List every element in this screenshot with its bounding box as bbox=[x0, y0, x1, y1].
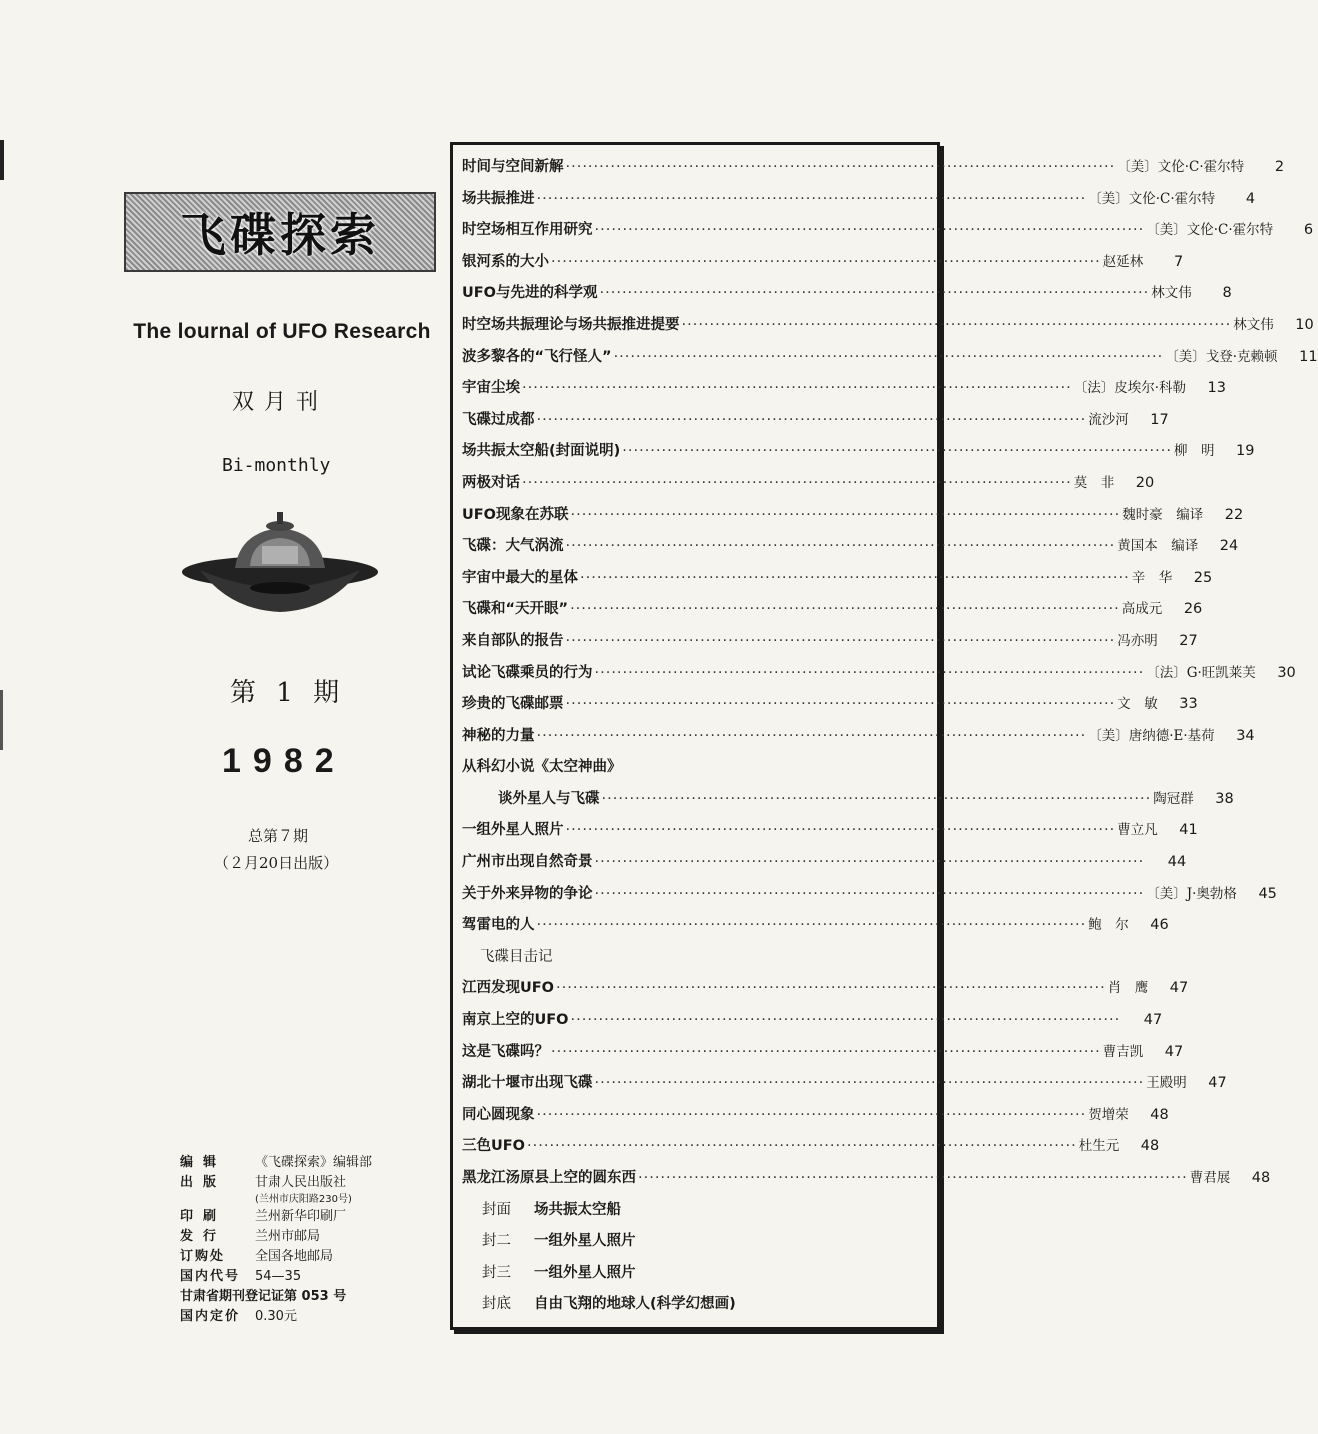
toc-entry-page: 48 bbox=[1140, 1138, 1160, 1155]
toc-entry-title: 宇宙尘埃 bbox=[462, 380, 520, 397]
cover-credit-title: 一组外星人照片 bbox=[534, 1233, 636, 1250]
toc-entry bbox=[462, 184, 1256, 216]
toc-entry bbox=[462, 910, 1169, 942]
toc-entry-author: 〔法〕皮埃尔·科勒 bbox=[1073, 380, 1186, 397]
toc-entry-title: UFO现象在苏联 bbox=[462, 506, 569, 523]
colophon-value: 兰州市邮局 bbox=[255, 1229, 321, 1244]
toc-entry bbox=[462, 405, 1169, 437]
toc-entry-page: 48 bbox=[1150, 1106, 1169, 1123]
toc-entry-author: 曹君展 bbox=[1189, 1170, 1231, 1186]
toc-entry-page: 27 bbox=[1179, 632, 1198, 649]
toc-entry-page: 19 bbox=[1236, 443, 1255, 460]
toc-entry-page: 46 bbox=[1150, 917, 1169, 934]
toc-entry bbox=[462, 1163, 1271, 1195]
toc-entry-title: 时空场相互作用研究 bbox=[462, 222, 593, 239]
leader-dots: ·································································································· bbox=[570, 601, 1120, 618]
toc-entry-page: 47 bbox=[1208, 1075, 1227, 1092]
leader-dots: ·································································································· bbox=[556, 980, 1106, 997]
colophon-row bbox=[180, 1307, 440, 1327]
toc-entry-author: 曹立凡 bbox=[1117, 822, 1158, 839]
toc-entry-page: 10 bbox=[1295, 316, 1314, 333]
toc-entry bbox=[462, 815, 1198, 847]
colophon-address: (兰州市庆阳路230号) bbox=[255, 1194, 352, 1205]
leader-dots: ·································································································· bbox=[601, 790, 1152, 807]
leader-dots: ·································································································· bbox=[681, 316, 1232, 333]
toc-entry-title: 三色UFO bbox=[462, 1138, 526, 1155]
toc-entry-title: 飞碟和“天开眼” bbox=[462, 601, 569, 618]
leader-dots: ·································································································· bbox=[536, 1106, 1087, 1123]
toc-entry bbox=[462, 310, 1314, 342]
toc-entry-title: 场共振太空船(封面说明) bbox=[462, 443, 621, 460]
toc-entry bbox=[462, 247, 1184, 279]
toc-entry-title: 神秘的力量 bbox=[462, 727, 535, 744]
toc-entry-page: 47 bbox=[1164, 1043, 1184, 1060]
toc-entry-page: 2 bbox=[1274, 159, 1285, 175]
masthead bbox=[124, 192, 436, 272]
ufo-illustration-icon bbox=[180, 510, 380, 620]
toc-entry-title: 时空场共振理论与场共振推进提要 bbox=[462, 316, 680, 333]
toc-entry-title: 一组外星人照片 bbox=[462, 822, 564, 839]
toc-entry-title: 时间与空间新解 bbox=[462, 159, 564, 175]
colophon-row bbox=[180, 1267, 440, 1287]
toc-entry-author: 鲍 尔 bbox=[1088, 917, 1129, 934]
toc-entry-title: 江西发现UFO bbox=[462, 980, 555, 997]
toc-entry-author: 林文伟 bbox=[1151, 285, 1192, 302]
colophon-row bbox=[180, 1153, 440, 1173]
toc-entry-page: 7 bbox=[1173, 253, 1184, 270]
toc-entry bbox=[462, 468, 1155, 500]
toc-entry bbox=[462, 1037, 1184, 1069]
total-issue: 总第７期 bbox=[248, 827, 309, 845]
cover-credit-label: 封面 bbox=[482, 1201, 511, 1218]
cover-credit bbox=[462, 1195, 932, 1227]
toc-entry-page: 47 bbox=[1143, 1012, 1163, 1029]
toc-entry-author: 流沙河 bbox=[1088, 411, 1129, 428]
colophon-value: 54—35 bbox=[255, 1269, 302, 1284]
colophon-key: 发行 bbox=[180, 1229, 227, 1244]
leader-dots: ·································································································· bbox=[522, 380, 1072, 397]
leader-dots: ·································································································· bbox=[565, 159, 1116, 175]
leader-dots: ·································································································· bbox=[594, 222, 1145, 239]
binding-mark bbox=[0, 140, 4, 180]
toc-entry bbox=[462, 973, 1189, 1005]
toc-entry bbox=[462, 500, 1244, 532]
toc-entry-page: 44 bbox=[1167, 854, 1187, 871]
toc-entry-author: 〔美〕J·奥勃格 bbox=[1146, 885, 1237, 902]
toc-entry-page: 24 bbox=[1219, 538, 1239, 555]
toc-entry-author: 〔美〕唐纳德·E·基荷 bbox=[1088, 727, 1215, 744]
toc-entry-author: 〔法〕G·旺凯莱芙 bbox=[1146, 664, 1256, 681]
colophon bbox=[180, 1153, 440, 1327]
binding-mark bbox=[0, 690, 3, 750]
toc-entry-page: 11 bbox=[1299, 348, 1318, 365]
toc-entry-title: 两极对话 bbox=[462, 474, 520, 491]
toc-entry-page: 20 bbox=[1135, 474, 1155, 491]
cover-credit bbox=[462, 1258, 932, 1290]
cover-credit-title: 场共振太空船 bbox=[534, 1201, 621, 1218]
colophon-row bbox=[180, 1173, 440, 1193]
leader-dots: ·································································································· bbox=[551, 1043, 1101, 1060]
publish-date: （２月20日出版） bbox=[214, 854, 339, 872]
toc-entry-author: 莫 非 bbox=[1073, 474, 1115, 491]
colophon-value: 全国各地邮局 bbox=[255, 1249, 334, 1264]
toc-entry bbox=[462, 847, 1187, 879]
colophon-key: 国内定价 bbox=[180, 1309, 241, 1324]
frequency-cn: 双月刊 bbox=[232, 390, 329, 415]
toc-entry-page: 17 bbox=[1150, 411, 1169, 428]
toc-entry-title: 试论飞碟乘员的行为 bbox=[462, 664, 593, 681]
cover-credit bbox=[462, 1226, 932, 1258]
toc-entry-title: 关于外来异物的争论 bbox=[462, 885, 593, 902]
toc-entry-author: 陶冠群 bbox=[1153, 790, 1194, 807]
toc-entry-title: 飞碟过成都 bbox=[462, 411, 535, 428]
leader-dots: ·································································································· bbox=[551, 253, 1101, 270]
toc-entry-author: 杜生元 bbox=[1078, 1138, 1120, 1155]
toc-entry-page: 41 bbox=[1179, 822, 1198, 839]
cover-credit bbox=[462, 1289, 932, 1321]
toc-entry bbox=[462, 1131, 1160, 1163]
toc-entry bbox=[462, 594, 1203, 626]
toc-entry-author: 柳 明 bbox=[1173, 443, 1215, 460]
toc-entry-title: 黑龙江汤原县上空的圆东西 bbox=[462, 1170, 636, 1186]
toc-entry-author: 〔美〕戈登·克赖顿 bbox=[1165, 348, 1278, 365]
toc-entry-page: 47 bbox=[1169, 980, 1189, 997]
toc-entry-title: UFO与先进的科学观 bbox=[462, 285, 598, 302]
toc-entry-author: 文 敏 bbox=[1117, 696, 1158, 713]
toc-section-heading: 从科幻小说《太空神曲》 bbox=[462, 759, 622, 776]
toc-entry bbox=[462, 342, 1318, 374]
toc-entry-page: 8 bbox=[1222, 285, 1232, 302]
cover-credit-title: 自由飞翔的地球人(科学幻想画) bbox=[534, 1296, 736, 1313]
toc-entry bbox=[462, 278, 1232, 310]
toc-entry-author: 〔美〕文伦·C·霍尔特 bbox=[1146, 222, 1274, 239]
leader-dots: ·································································································· bbox=[565, 538, 1116, 555]
leader-dots: ·································································································· bbox=[594, 664, 1145, 681]
cover-credit-title: 一组外星人照片 bbox=[534, 1264, 636, 1281]
colophon-value: 《飞碟探索》编辑部 bbox=[255, 1155, 373, 1170]
toc-entry-page: 4 bbox=[1245, 190, 1256, 207]
leader-dots: ·································································································· bbox=[536, 411, 1087, 428]
leader-dots: ·································································································· bbox=[594, 1075, 1145, 1092]
leader-dots: ·································································································· bbox=[594, 885, 1145, 902]
toc-entry-title: 珍贵的飞碟邮票 bbox=[462, 696, 564, 713]
toc-entry-page: 25 bbox=[1193, 569, 1213, 586]
toc-entry-author: 赵延林 bbox=[1102, 253, 1144, 270]
toc-entry-page: 30 bbox=[1277, 664, 1296, 681]
cover-credit-label: 封底 bbox=[482, 1296, 511, 1313]
toc-entry-page: 22 bbox=[1224, 506, 1244, 523]
colophon-value: 甘肃人民出版社 bbox=[255, 1175, 347, 1190]
toc-entry-author: 魏时豪 编译 bbox=[1122, 506, 1204, 523]
toc-entry bbox=[462, 689, 1198, 721]
toc-entry bbox=[462, 879, 1277, 911]
toc-entry-author: 冯亦明 bbox=[1117, 632, 1158, 649]
leader-dots: ·································································································· bbox=[522, 474, 1072, 491]
cover-credit-label: 封二 bbox=[482, 1233, 511, 1250]
toc-entry-title: 湖北十堰市出现飞碟 bbox=[462, 1075, 593, 1092]
issue-year: 1982 bbox=[222, 742, 346, 780]
colophon-row bbox=[180, 1207, 440, 1227]
colophon-row bbox=[180, 1227, 440, 1247]
toc-entry bbox=[462, 152, 1285, 184]
toc-entry-title: 飞碟：大气涡流 bbox=[462, 538, 564, 555]
toc-entry-page: 38 bbox=[1215, 790, 1234, 807]
table-of-contents bbox=[462, 152, 1318, 1321]
toc-entry-author: 林文伟 bbox=[1233, 316, 1274, 333]
toc-entry-title: 南京上空的UFO bbox=[462, 1012, 569, 1029]
colophon-registration: 甘肃省期刊登记证第 053 号 bbox=[180, 1289, 347, 1304]
leader-dots: ·································································································· bbox=[536, 727, 1087, 744]
toc-entry bbox=[462, 784, 1234, 816]
cn-title: 飞碟探索 bbox=[180, 208, 380, 262]
leader-dots: ·································································································· bbox=[599, 285, 1150, 302]
toc-entry-author: 王殿明 bbox=[1146, 1075, 1187, 1092]
toc-entry-author: 肖 鹰 bbox=[1107, 980, 1149, 997]
toc-entry-page: 13 bbox=[1207, 380, 1226, 397]
colophon-value: 兰州新华印刷厂 bbox=[255, 1209, 347, 1224]
toc-entry-page: 48 bbox=[1251, 1170, 1271, 1186]
leader-dots: ·································································································· bbox=[570, 506, 1121, 523]
toc-entry-title: 驾雷电的人 bbox=[462, 917, 535, 934]
en-title: The lournal of UFO Research bbox=[133, 320, 431, 343]
colophon-key: 印刷 bbox=[180, 1209, 227, 1224]
toc-entry-title: 场共振推进 bbox=[462, 190, 535, 207]
leader-dots: ·································································································· bbox=[565, 822, 1116, 839]
colophon-value: 0.30元 bbox=[255, 1309, 297, 1324]
leader-dots: ·································································································· bbox=[565, 632, 1116, 649]
colophon-key: 编辑 bbox=[180, 1155, 227, 1170]
toc-entry bbox=[462, 721, 1255, 753]
toc-entry-title: 同心圆现象 bbox=[462, 1106, 535, 1123]
leader-dots: ·································································································· bbox=[594, 854, 1145, 871]
leader-dots: ·································································································· bbox=[527, 1138, 1077, 1155]
toc-entry-author: 贺增荣 bbox=[1088, 1106, 1129, 1123]
leader-dots: ·································································································· bbox=[570, 1012, 1121, 1029]
toc-entry-page: 26 bbox=[1183, 601, 1203, 618]
toc-entry-title: 来自部队的报告 bbox=[462, 632, 564, 649]
toc-entry bbox=[462, 626, 1198, 658]
toc-entry-author: 高成元 bbox=[1121, 601, 1163, 618]
toc-entry-author: 辛 华 bbox=[1131, 569, 1173, 586]
colophon-key: 出版 bbox=[180, 1175, 227, 1190]
toc-entry-page: 34 bbox=[1236, 727, 1255, 744]
toc-entry bbox=[462, 1005, 1163, 1037]
toc-subsection-heading: 飞碟目击记 bbox=[480, 948, 553, 965]
toc-entry bbox=[462, 531, 1239, 563]
toc-entry-author: 〔美〕文伦·C·霍尔特 bbox=[1088, 190, 1216, 207]
leader-dots: ·································································································· bbox=[565, 696, 1116, 713]
issue-number: 第 1 期 bbox=[230, 678, 346, 708]
toc-entry bbox=[462, 658, 1296, 690]
toc-entry-title: 波多黎各的“飞行怪人” bbox=[462, 348, 612, 365]
toc-entry-author: 〔美〕文伦·C·霍尔特 bbox=[1117, 159, 1245, 175]
leader-dots: ·································································································· bbox=[536, 190, 1087, 207]
toc-entry bbox=[462, 215, 1314, 247]
leader-dots: ·································································································· bbox=[622, 443, 1172, 460]
toc-entry-page: 6 bbox=[1303, 222, 1314, 239]
leader-dots: ·································································································· bbox=[613, 348, 1164, 365]
toc-entry-page: 45 bbox=[1258, 885, 1277, 902]
toc-entry-author: 曹吉凯 bbox=[1102, 1043, 1144, 1060]
leader-dots: ·································································································· bbox=[536, 917, 1087, 934]
toc-entry bbox=[462, 1068, 1227, 1100]
toc-entry-title: 谈外星人与飞碟 bbox=[498, 790, 600, 807]
leader-dots: ·································································································· bbox=[580, 569, 1130, 586]
toc-entry bbox=[462, 373, 1226, 405]
toc-entry-title: 宇宙中最大的星体 bbox=[462, 569, 578, 586]
toc-entry-page: 33 bbox=[1179, 696, 1198, 713]
toc-entry bbox=[462, 1100, 1169, 1132]
toc-entry-author: 黄国本 编译 bbox=[1117, 538, 1199, 555]
colophon-key: 订购处 bbox=[180, 1249, 226, 1264]
cover-credit-label: 封三 bbox=[482, 1264, 511, 1281]
colophon-key: 国内代号 bbox=[180, 1269, 241, 1284]
leader-dots: ·································································································· bbox=[638, 1170, 1188, 1186]
toc-entry-title: 这是飞碟吗？ bbox=[462, 1043, 549, 1060]
toc-entry bbox=[462, 563, 1213, 595]
toc-entry-title: 广州市出现自然奇景 bbox=[462, 854, 593, 871]
colophon-row bbox=[180, 1247, 440, 1267]
toc-entry-title: 银河系的大小 bbox=[462, 253, 549, 270]
toc-entry bbox=[462, 436, 1255, 468]
frequency-en: Bi-monthly bbox=[222, 455, 331, 476]
